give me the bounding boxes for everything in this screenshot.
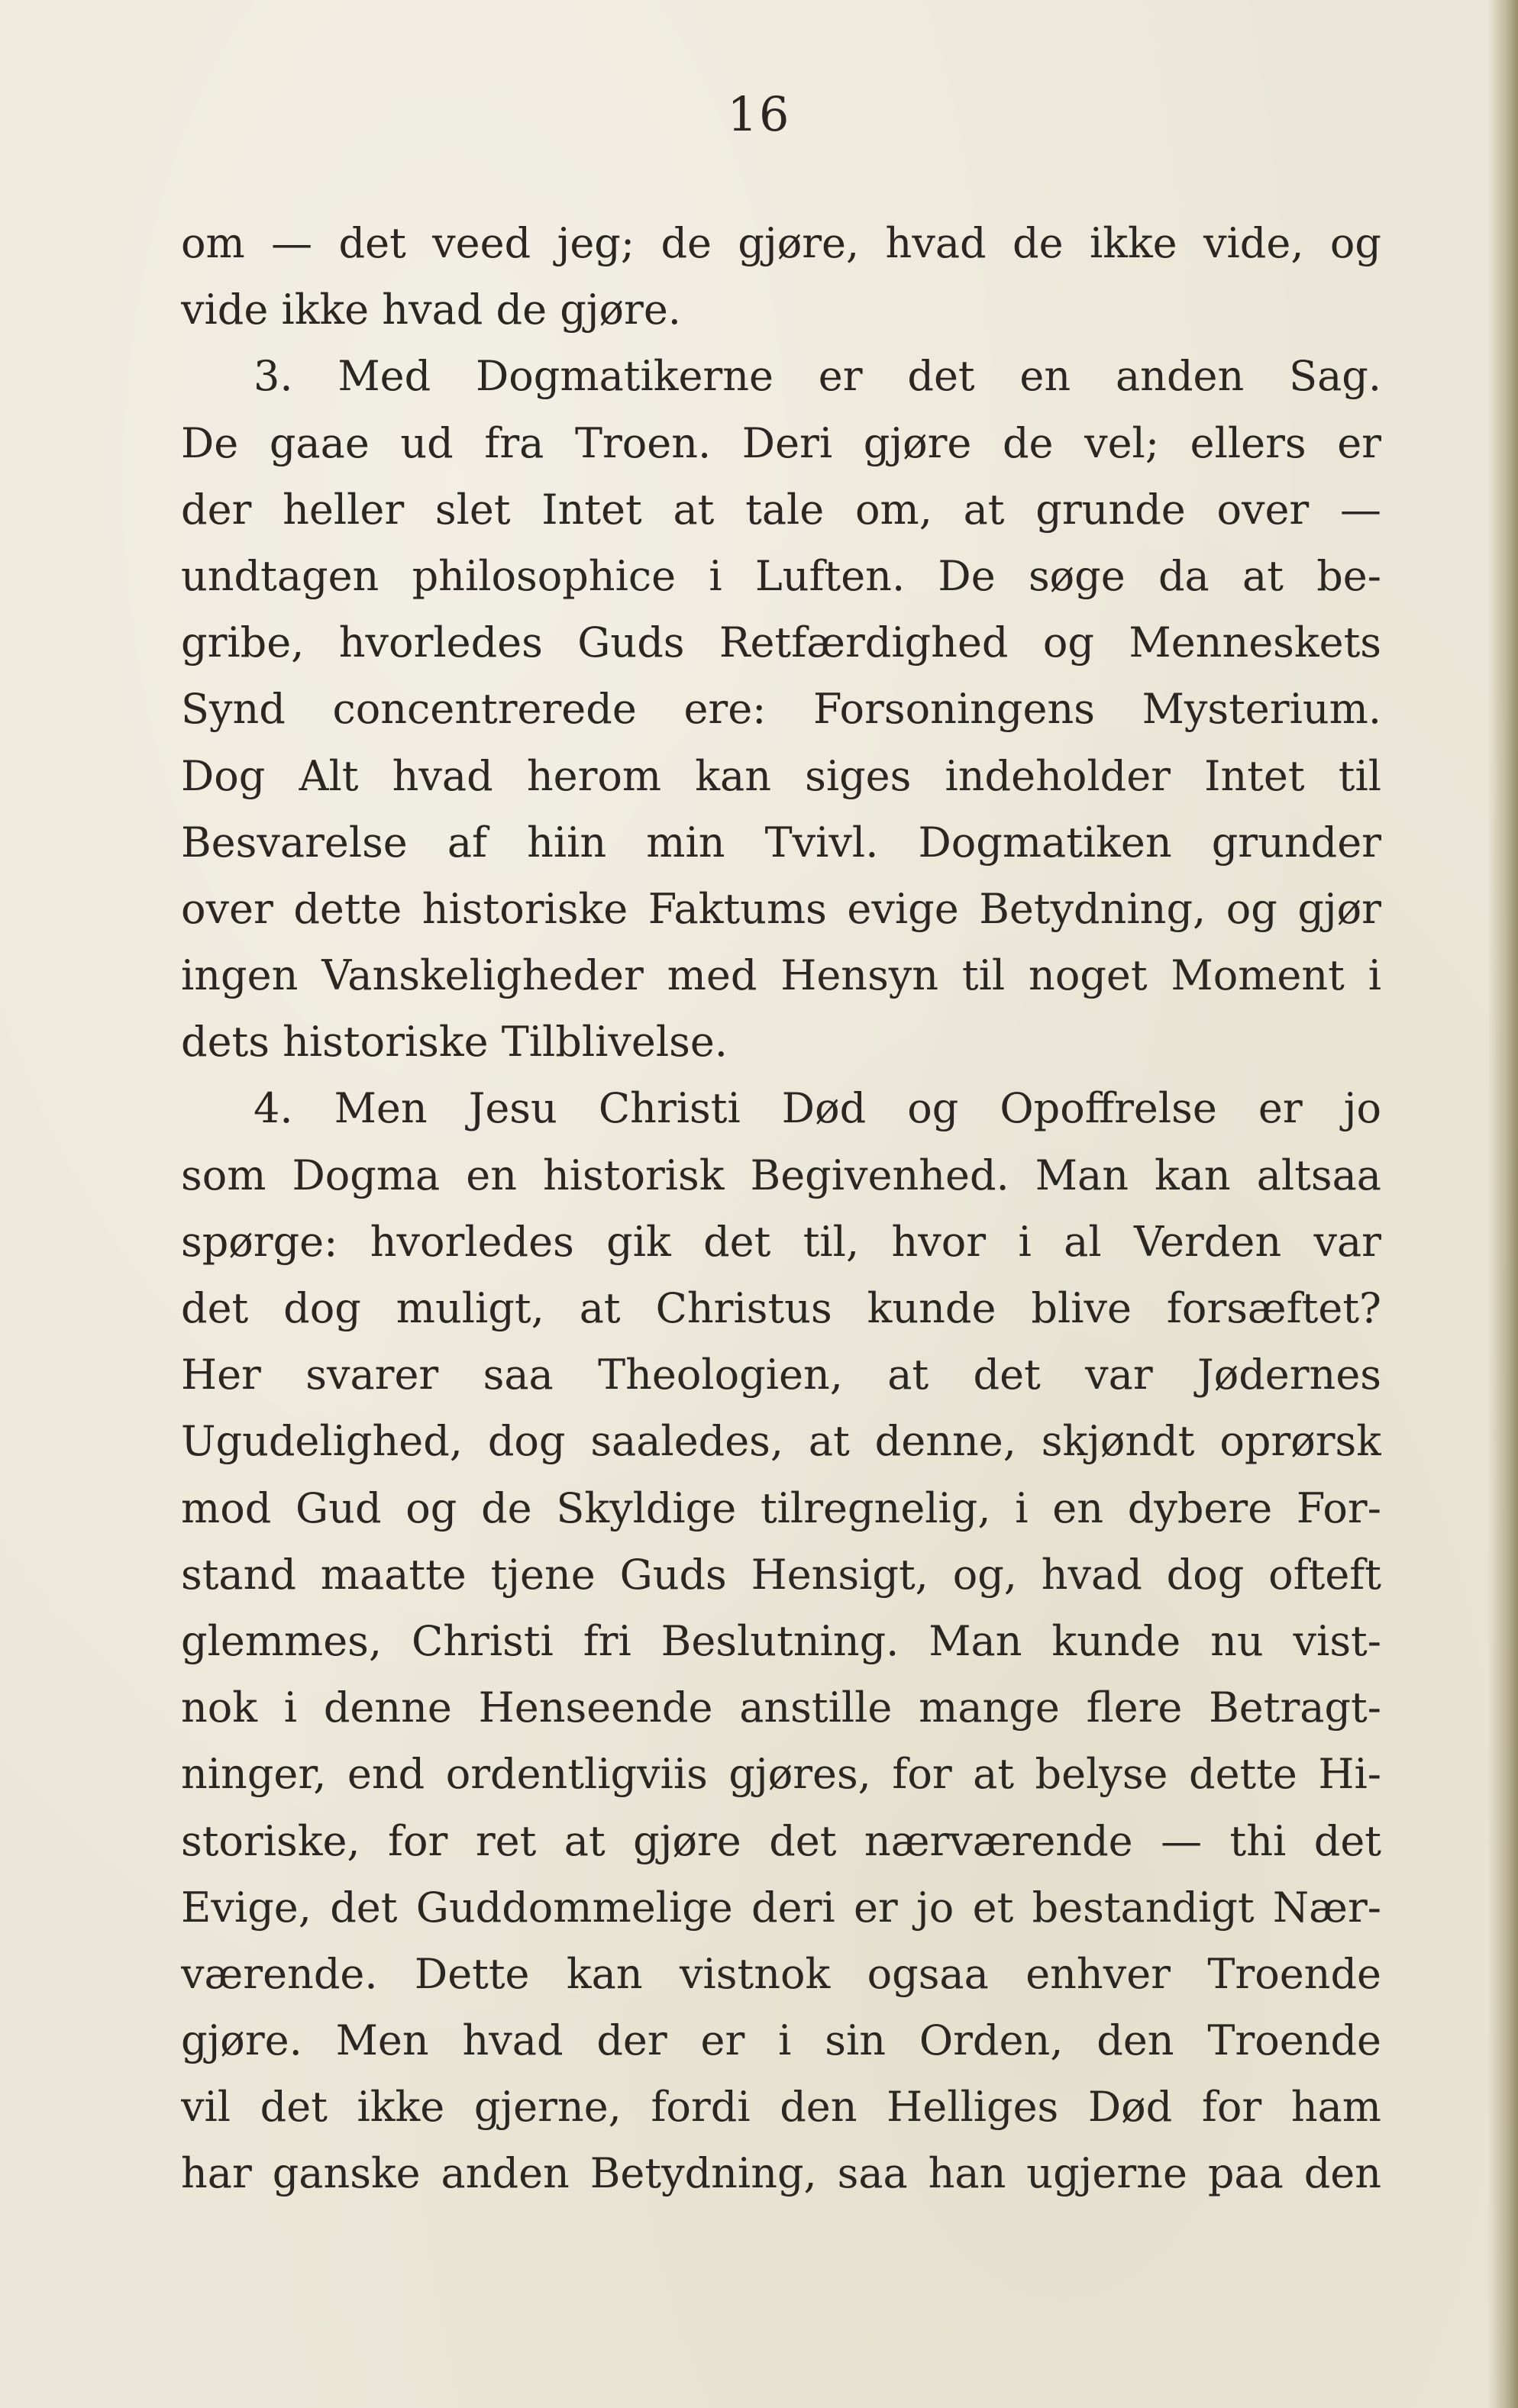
text-line: Dog Alt hvad herom kan siges indeholder Intet til (181, 751, 1381, 800)
text-line: nok i denne Henseende anstille mange flere Betragt- (181, 1683, 1381, 1732)
text-line: storiske, for ret at gjøre det nærværende — thi det (181, 1816, 1381, 1865)
text-line: 3. Med Dogmatikerne er det en anden Sag. (254, 352, 1381, 401)
text-line: Her svarer saa Theologien, at det var Jødernes (181, 1351, 1381, 1399)
text-line: De gaae ud fra Troen. Deri gjøre de vel; ellers er (181, 418, 1381, 467)
text-line: over dette historiske Faktums evige Betydning, og gjør (181, 884, 1381, 933)
text-line: gjøre. Men hvad der er i sin Orden, den Troende (181, 2016, 1381, 2065)
text-line: undtagen philosophice i Luften. De søge da at be- (181, 551, 1381, 600)
text-line: stand maatte tjene Guds Hensigt, og, hvad dog ofteft (181, 1550, 1381, 1599)
page-number: 16 (727, 86, 791, 142)
body-text (181, 210, 1381, 2207)
text-line: vide ikke hvad de gjøre. (181, 286, 681, 334)
text-line: 4. Men Jesu Christi Død og Opoffrelse er jo (254, 1084, 1381, 1133)
text-line: om — det veed jeg; de gjøre, hvad de ikke vide, og (181, 219, 1381, 267)
text-line: har ganske anden Betydning, saa han ugjerne paa den (181, 2149, 1381, 2198)
text-line: Ugudelighed, dog saaledes, at denne, skjøndt oprørsk (181, 1417, 1381, 1466)
text-line: der heller slet Intet at tale om, at grunde over — (181, 485, 1381, 534)
text-line: mod Gud og de Skyldige tilregnelig, i en dybere For- (181, 1483, 1381, 1532)
text-line: ingen Vanskeligheder med Hensyn til noget Moment i (181, 951, 1381, 1000)
text-line: Synd concentrerede ere: Forsoningens Mysterium. (181, 685, 1381, 734)
text-line: Evige, det Guddommelige deri er jo et bestandigt Nær- (181, 1883, 1381, 1932)
text-line: glemmes, Christi fri Beslutning. Man kunde nu vist- (181, 1616, 1381, 1665)
text-line: værende. Dette kan vistnok ogsaa enhver Troende (181, 1949, 1381, 1998)
text-line: vil det ikke gjerne, fordi den Helliges Død for ham (181, 2083, 1381, 2132)
text-line: spørge: hvorledes gik det til, hvor i al Verden var (181, 1217, 1381, 1266)
text-line: gribe, hvorledes Guds Retfærdighed og Menneskets (181, 618, 1381, 667)
text-line: dets historiske Tilblivelse. (181, 1018, 728, 1067)
text-line: ninger, end ordentligviis gjøres, for at belyse dette Hi- (181, 1750, 1381, 1799)
text-line: det dog muligt, at Christus kunde blive forsæftet? (181, 1284, 1381, 1332)
text-line: som Dogma en historisk Begivenhed. Man kan altsaa (181, 1151, 1381, 1199)
text-line: Besvarelse af hiin min Tvivl. Dogmatiken grunder (181, 818, 1381, 867)
page-gutter-shadow (1487, 0, 1518, 2408)
